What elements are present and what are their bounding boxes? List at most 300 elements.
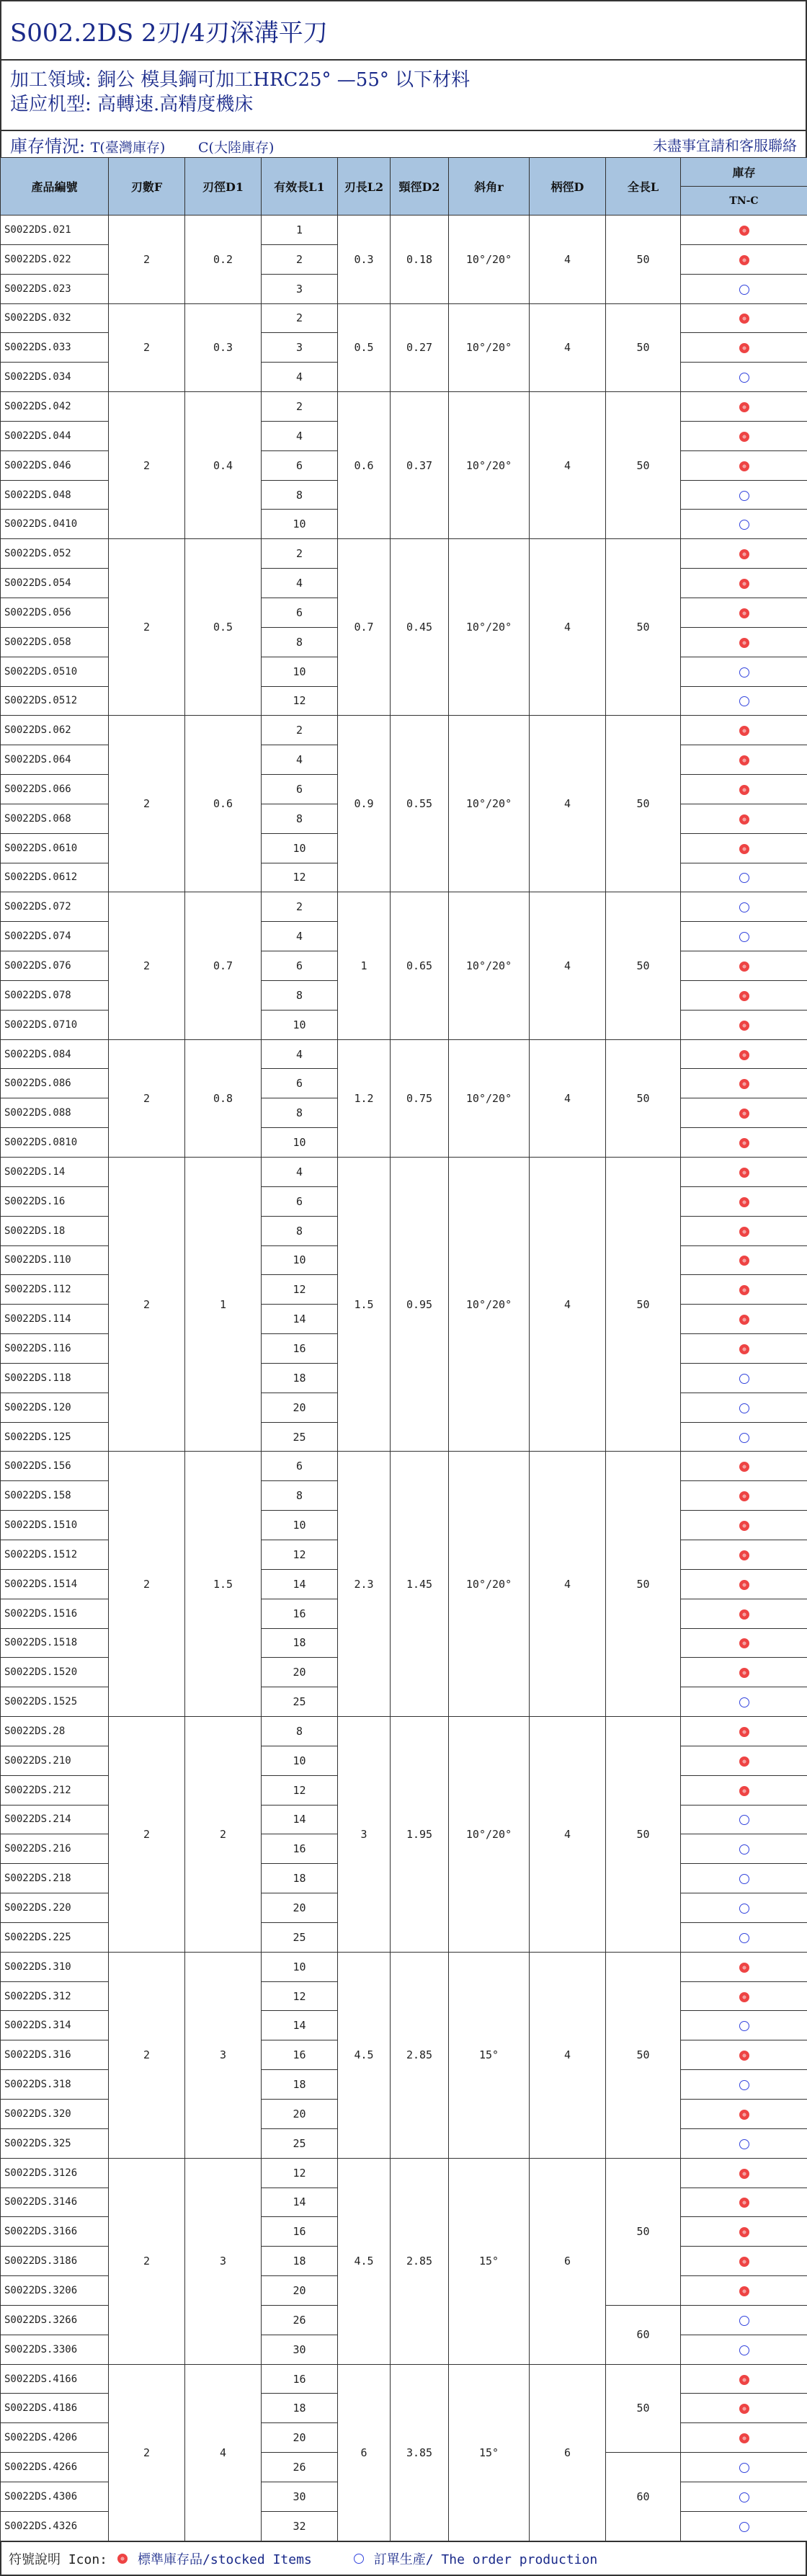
stock-status-bar xyxy=(0,130,807,157)
diameter-cell: 3 xyxy=(185,2158,262,2364)
product-code-cell: S0022DS.210 xyxy=(1,1746,109,1775)
total-length-cell: 50 xyxy=(606,716,681,892)
neck-diameter-cell: 0.95 xyxy=(391,1158,449,1452)
effective-length-cell: 4 xyxy=(262,745,338,775)
machine-type-value: 高轉速.高精度機床 xyxy=(97,94,254,115)
stock-cell xyxy=(681,980,807,1010)
order-production-icon xyxy=(739,2139,749,2149)
angle-cell: 10°/20° xyxy=(449,892,530,1039)
angle-cell: 10°/20° xyxy=(449,539,530,716)
stocked-icon xyxy=(739,1609,749,1620)
product-code-cell: S0022DS.032 xyxy=(1,303,109,333)
stocked-icon xyxy=(739,1079,749,1089)
stock-cell xyxy=(681,1952,807,1981)
neck-diameter-cell: 3.85 xyxy=(391,2364,449,2541)
effective-length-cell: 10 xyxy=(262,1511,338,1540)
page-title: S002.2DS 2刃/4刃深溝平刀 xyxy=(0,0,807,61)
product-code-cell: S0022DS.225 xyxy=(1,1922,109,1952)
stock-cell xyxy=(681,804,807,833)
legend-label: 符號說明 Icon: xyxy=(9,2551,108,2567)
diameter-cell: 2 xyxy=(185,1717,262,1953)
stock-cell xyxy=(681,863,807,892)
product-code-cell: S0022DS.048 xyxy=(1,480,109,510)
effective-length-cell: 20 xyxy=(262,2423,338,2453)
product-code-cell: S0022DS.084 xyxy=(1,1039,109,1069)
product-code-cell: S0022DS.28 xyxy=(1,1717,109,1746)
stocked-icon xyxy=(739,1521,749,1531)
stocked-icon xyxy=(739,2227,749,2237)
product-code-cell: S0022DS.078 xyxy=(1,980,109,1010)
effective-length-cell: 6 xyxy=(262,775,338,804)
neck-diameter-cell: 2.85 xyxy=(391,2158,449,2364)
stock-cell xyxy=(681,1805,807,1834)
stock-cell xyxy=(681,2040,807,2070)
stock-cell xyxy=(681,1540,807,1569)
order-production-icon xyxy=(739,2080,749,2090)
stock-cell xyxy=(681,922,807,951)
effective-length-cell: 10 xyxy=(262,1746,338,1775)
stocked-icon xyxy=(739,1963,749,1973)
stocked-icon xyxy=(739,1462,749,1472)
col-effective-length: 有效長L1 xyxy=(262,158,338,216)
shank-cell: 4 xyxy=(530,1158,606,1452)
effective-length-cell: 25 xyxy=(262,2128,338,2158)
stocked-icon xyxy=(739,785,749,795)
stock-cell xyxy=(681,657,807,686)
col-flutes: 刃數F xyxy=(109,158,185,216)
stocked-icon xyxy=(739,1050,749,1060)
stocked-icon xyxy=(739,1344,749,1354)
product-code-cell: S0022DS.066 xyxy=(1,775,109,804)
effective-length-cell: 26 xyxy=(262,2453,338,2482)
angle-cell: 10°/20° xyxy=(449,1452,530,1717)
order-production-icon xyxy=(739,1815,749,1825)
effective-length-cell: 14 xyxy=(262,1305,338,1334)
product-code-cell: S0022DS.1512 xyxy=(1,1540,109,1569)
order-production-icon xyxy=(739,2463,749,2473)
effective-length-cell: 10 xyxy=(262,657,338,686)
col-total-length: 全長L xyxy=(606,158,681,216)
product-code-cell: S0022DS.054 xyxy=(1,569,109,598)
order-production-icon xyxy=(739,2492,749,2502)
product-code-cell: S0022DS.064 xyxy=(1,745,109,775)
product-code-cell: S0022DS.214 xyxy=(1,1805,109,1834)
stock-cell xyxy=(681,1687,807,1717)
col-diameter: 刃徑D1 xyxy=(185,158,262,216)
effective-length-cell: 16 xyxy=(262,1834,338,1864)
stock-cell xyxy=(681,775,807,804)
effective-length-cell: 8 xyxy=(262,1481,338,1511)
stock-cell xyxy=(681,450,807,480)
effective-length-cell: 10 xyxy=(262,1952,338,1981)
flutes-cell: 2 xyxy=(109,2364,185,2541)
effective-length-cell: 16 xyxy=(262,1599,338,1628)
product-code-cell: S0022DS.1520 xyxy=(1,1658,109,1687)
effective-length-cell: 16 xyxy=(262,2217,338,2247)
flutes-cell: 2 xyxy=(109,1717,185,1953)
order-production-icon xyxy=(739,1904,749,1914)
shank-cell: 4 xyxy=(530,716,606,892)
angle-cell: 10°/20° xyxy=(449,1717,530,1953)
total-length-cell: 60 xyxy=(606,2305,681,2364)
product-code-cell: S0022DS.312 xyxy=(1,1981,109,2011)
total-length-cell: 50 xyxy=(606,216,681,304)
product-code-cell: S0022DS.110 xyxy=(1,1245,109,1275)
diameter-cell: 0.4 xyxy=(185,392,262,539)
stocked-icon xyxy=(739,2110,749,2120)
product-code-cell: S0022DS.044 xyxy=(1,421,109,450)
neck-diameter-cell: 0.45 xyxy=(391,539,449,716)
product-code-cell: S0022DS.1514 xyxy=(1,1569,109,1599)
product-code-cell: S0022DS.3126 xyxy=(1,2158,109,2188)
angle-cell: 10°/20° xyxy=(449,216,530,304)
order-production-icon xyxy=(739,1844,749,1855)
flutes-cell: 2 xyxy=(109,716,185,892)
cut-length-cell: 4.5 xyxy=(338,1952,391,2158)
effective-length-cell: 26 xyxy=(262,2305,338,2335)
order-production-icon xyxy=(739,696,749,706)
diameter-cell: 0.6 xyxy=(185,716,262,892)
stocked-icon xyxy=(739,255,749,265)
effective-length-cell: 8 xyxy=(262,1717,338,1746)
stocked-icon xyxy=(739,2404,749,2414)
effective-length-cell: 12 xyxy=(262,1540,338,1569)
customer-service-note: 未盡事宜請和客服聯絡 xyxy=(653,136,797,154)
diameter-cell: 1 xyxy=(185,1158,262,1452)
flutes-cell: 2 xyxy=(109,539,185,716)
stock-cell xyxy=(681,333,807,363)
product-code-cell: S0022DS.0612 xyxy=(1,863,109,892)
effective-length-cell: 16 xyxy=(262,1334,338,1364)
effective-length-cell: 16 xyxy=(262,2040,338,2070)
angle-cell: 10°/20° xyxy=(449,716,530,892)
stock-cell xyxy=(681,1305,807,1334)
cut-length-cell: 1.5 xyxy=(338,1158,391,1452)
product-code-cell: S0022DS.216 xyxy=(1,1834,109,1864)
order-production-icon xyxy=(739,2316,749,2326)
stock-cell xyxy=(681,1981,807,2011)
product-code-cell: S0022DS.156 xyxy=(1,1452,109,1481)
product-code-cell: S0022DS.316 xyxy=(1,2040,109,2070)
diameter-cell: 0.7 xyxy=(185,892,262,1039)
stock-cell xyxy=(681,303,807,333)
product-code-cell: S0022DS.4326 xyxy=(1,2511,109,2541)
stock-cell xyxy=(681,1599,807,1628)
effective-length-cell: 12 xyxy=(262,1981,338,2011)
product-code-cell: S0022DS.072 xyxy=(1,892,109,922)
shank-cell: 4 xyxy=(530,392,606,539)
effective-length-cell: 4 xyxy=(262,421,338,450)
stocked-icon xyxy=(739,961,749,972)
stock-cell xyxy=(681,539,807,569)
product-code-cell: S0022DS.046 xyxy=(1,450,109,480)
flutes-cell: 2 xyxy=(109,1039,185,1157)
shank-cell: 6 xyxy=(530,2158,606,2364)
product-code-cell: S0022DS.118 xyxy=(1,1363,109,1393)
stock-cell xyxy=(681,686,807,716)
effective-length-cell: 6 xyxy=(262,951,338,981)
effective-length-cell: 8 xyxy=(262,980,338,1010)
product-code-cell: S0022DS.116 xyxy=(1,1334,109,1364)
col-stock-tnc: TN-C xyxy=(681,187,807,216)
stock-cell xyxy=(681,510,807,539)
stock-cell xyxy=(681,833,807,863)
order-production-icon xyxy=(739,520,749,530)
stock-status-left xyxy=(10,132,274,157)
col-stock: 庫存 xyxy=(681,158,807,187)
stock-cell xyxy=(681,1628,807,1658)
stock-cell xyxy=(681,2128,807,2158)
product-code-cell: S0022DS.076 xyxy=(1,951,109,981)
total-length-cell: 50 xyxy=(606,892,681,1039)
product-code-cell: S0022DS.0610 xyxy=(1,833,109,863)
total-length-cell: 60 xyxy=(606,2453,681,2541)
stocked-icon xyxy=(739,638,749,648)
product-code-cell: S0022DS.042 xyxy=(1,392,109,422)
processing-field-value: 銅公 模具鋼可加工HRC25° —55° 以下材料 xyxy=(97,69,471,91)
stock-cell xyxy=(681,1128,807,1158)
stock-cell xyxy=(681,1069,807,1098)
product-code-cell: S0022DS.056 xyxy=(1,598,109,627)
stock-cell xyxy=(681,598,807,627)
product-code-cell: S0022DS.062 xyxy=(1,716,109,745)
stocked-icon xyxy=(739,549,749,559)
stock-cell xyxy=(681,951,807,981)
stock-cell xyxy=(681,892,807,922)
shank-cell: 4 xyxy=(530,1717,606,1953)
total-length-cell: 50 xyxy=(606,1717,681,1953)
effective-length-cell: 20 xyxy=(262,1893,338,1923)
product-code-cell: S0022DS.3166 xyxy=(1,2217,109,2247)
product-code-cell: S0022DS.1510 xyxy=(1,1511,109,1540)
effective-length-cell: 14 xyxy=(262,1569,338,1599)
total-length-cell: 50 xyxy=(606,1039,681,1157)
order-production-icon xyxy=(354,2554,364,2564)
stocked-icon xyxy=(739,814,749,825)
stock-cell xyxy=(681,1775,807,1805)
stocked-icon xyxy=(739,226,749,236)
product-code-cell: S0022DS.068 xyxy=(1,804,109,833)
product-code-cell: S0022DS.314 xyxy=(1,2011,109,2040)
product-code-cell: S0022DS.074 xyxy=(1,922,109,951)
stock-cell xyxy=(681,2423,807,2453)
product-code-cell: S0022DS.112 xyxy=(1,1275,109,1305)
stocked-icon xyxy=(739,343,749,353)
order-production-icon xyxy=(739,373,749,383)
effective-length-cell: 18 xyxy=(262,2247,338,2276)
flutes-cell: 2 xyxy=(109,1952,185,2158)
product-code-cell: S0022DS.3266 xyxy=(1,2305,109,2335)
effective-length-cell: 10 xyxy=(262,510,338,539)
angle-cell: 10°/20° xyxy=(449,392,530,539)
stock-cell xyxy=(681,1864,807,1893)
effective-length-cell: 20 xyxy=(262,1393,338,1422)
product-code-cell: S0022DS.4266 xyxy=(1,2453,109,2482)
stocked-icon xyxy=(739,2169,749,2179)
effective-length-cell: 4 xyxy=(262,363,338,392)
flutes-cell: 2 xyxy=(109,2158,185,2364)
effective-length-cell: 14 xyxy=(262,2011,338,2040)
order-production-icon xyxy=(739,902,749,912)
stocked-icon xyxy=(739,1550,749,1560)
stocked-icon xyxy=(739,608,749,618)
product-code-cell: S0022DS.0410 xyxy=(1,510,109,539)
diameter-cell: 0.2 xyxy=(185,216,262,304)
stock-cell xyxy=(681,1363,807,1393)
stock-cell xyxy=(681,363,807,392)
stock-t-text: T(臺灣庫存) xyxy=(90,139,166,156)
angle-cell: 10°/20° xyxy=(449,1158,530,1452)
cut-length-cell: 1.2 xyxy=(338,1039,391,1157)
product-code-cell: S0022DS.3306 xyxy=(1,2335,109,2364)
stock-cell xyxy=(681,716,807,745)
neck-diameter-cell: 0.18 xyxy=(391,216,449,304)
total-length-cell: 50 xyxy=(606,1952,681,2158)
effective-length-cell: 2 xyxy=(262,244,338,274)
product-code-cell: S0022DS.125 xyxy=(1,1422,109,1452)
stock-cell xyxy=(681,480,807,510)
stock-label: 庫存情況: xyxy=(10,136,86,156)
processing-field-label: 加工領域: xyxy=(10,69,92,91)
col-shank: 柄徑D xyxy=(530,158,606,216)
neck-diameter-cell: 0.55 xyxy=(391,716,449,892)
stock-cell xyxy=(681,1334,807,1364)
flutes-cell: 2 xyxy=(109,392,185,539)
stock-cell xyxy=(681,1422,807,1452)
stock-cell xyxy=(681,1834,807,1864)
total-length-cell: 50 xyxy=(606,2364,681,2453)
stocked-icon xyxy=(739,1580,749,1590)
stocked-icon xyxy=(739,1138,749,1148)
stock-cell xyxy=(681,1481,807,1511)
table-row xyxy=(1,2364,807,2394)
effective-length-cell: 10 xyxy=(262,1245,338,1275)
neck-diameter-cell: 1.45 xyxy=(391,1452,449,1717)
stocked-icon xyxy=(739,2051,749,2061)
info-panel xyxy=(0,61,807,130)
machine-type-line xyxy=(10,92,797,117)
stocked-icon xyxy=(739,1021,749,1031)
effective-length-cell: 20 xyxy=(262,1658,338,1687)
effective-length-cell: 10 xyxy=(262,833,338,863)
stock-cell xyxy=(681,2217,807,2247)
product-code-cell: S0022DS.034 xyxy=(1,363,109,392)
stocked-icon xyxy=(739,1256,749,1266)
flutes-cell: 2 xyxy=(109,216,185,304)
flutes-cell: 2 xyxy=(109,892,185,1039)
effective-length-cell: 25 xyxy=(262,1687,338,1717)
stocked-icon xyxy=(739,1285,749,1295)
legend-order-text: 訂單生產/ The order production xyxy=(373,2551,598,2567)
effective-length-cell: 12 xyxy=(262,686,338,716)
effective-length-cell: 18 xyxy=(262,1864,338,1893)
total-length-cell: 50 xyxy=(606,1158,681,1452)
effective-length-cell: 1 xyxy=(262,216,338,245)
order-production-icon xyxy=(739,1374,749,1384)
cut-length-cell: 2.3 xyxy=(338,1452,391,1717)
stocked-icon xyxy=(117,2554,128,2564)
effective-length-cell: 6 xyxy=(262,598,338,627)
neck-diameter-cell: 0.65 xyxy=(391,892,449,1039)
stocked-icon xyxy=(739,461,749,471)
order-production-icon xyxy=(739,285,749,295)
stock-cell xyxy=(681,2335,807,2364)
stock-cell xyxy=(681,2453,807,2482)
cut-length-cell: 6 xyxy=(338,2364,391,2541)
stock-cell xyxy=(681,2394,807,2423)
stock-cell xyxy=(681,2364,807,2394)
stock-cell xyxy=(681,1039,807,1069)
product-code-cell: S0022DS.158 xyxy=(1,1481,109,1511)
effective-length-cell: 3 xyxy=(262,333,338,363)
effective-length-cell: 8 xyxy=(262,1098,338,1128)
effective-length-cell: 25 xyxy=(262,1422,338,1452)
order-production-icon xyxy=(739,1697,749,1707)
stock-cell xyxy=(681,1275,807,1305)
total-length-cell: 50 xyxy=(606,303,681,392)
stocked-icon xyxy=(739,1756,749,1767)
stock-cell xyxy=(681,2100,807,2129)
product-code-cell: S0022DS.033 xyxy=(1,333,109,363)
table-row xyxy=(1,1452,807,1481)
stocked-icon xyxy=(739,1992,749,2002)
stock-cell xyxy=(681,1245,807,1275)
effective-length-cell: 2 xyxy=(262,539,338,569)
effective-length-cell: 6 xyxy=(262,1186,338,1216)
product-code-cell: S0022DS.058 xyxy=(1,627,109,657)
effective-length-cell: 12 xyxy=(262,863,338,892)
stocked-icon xyxy=(739,1227,749,1237)
product-code-cell: S0022DS.18 xyxy=(1,1216,109,1245)
processing-field-line xyxy=(10,68,797,92)
product-code-cell: S0022DS.4306 xyxy=(1,2482,109,2511)
flutes-cell: 2 xyxy=(109,303,185,392)
order-production-icon xyxy=(739,667,749,678)
stocked-icon xyxy=(739,755,749,765)
cut-length-cell: 1 xyxy=(338,892,391,1039)
product-code-cell: S0022DS.3186 xyxy=(1,2247,109,2276)
effective-length-cell: 2 xyxy=(262,392,338,422)
diameter-cell: 1.5 xyxy=(185,1452,262,1717)
total-length-cell: 50 xyxy=(606,2158,681,2305)
effective-length-cell: 8 xyxy=(262,1216,338,1245)
table-row xyxy=(1,539,807,569)
effective-length-cell: 12 xyxy=(262,1775,338,1805)
stocked-icon xyxy=(739,844,749,854)
table-wrap xyxy=(0,157,807,2541)
stocked-icon xyxy=(739,2286,749,2296)
stock-cell xyxy=(681,421,807,450)
stocked-icon xyxy=(739,1491,749,1501)
machine-type-label: 适应机型: xyxy=(10,94,92,115)
stock-cell xyxy=(681,1452,807,1481)
stocked-icon xyxy=(739,726,749,736)
effective-length-cell: 18 xyxy=(262,1363,338,1393)
product-code-cell: S0022DS.310 xyxy=(1,1952,109,1981)
shank-cell: 4 xyxy=(530,892,606,1039)
stock-c-text: C(大陸庫存) xyxy=(198,139,275,156)
effective-length-cell: 2 xyxy=(262,716,338,745)
effective-length-cell: 3 xyxy=(262,274,338,303)
stock-cell xyxy=(681,1511,807,1540)
angle-cell: 10°/20° xyxy=(449,1039,530,1157)
diameter-cell: 3 xyxy=(185,1952,262,2158)
shank-cell: 4 xyxy=(530,216,606,304)
spec-table-body xyxy=(1,216,807,2541)
effective-length-cell: 2 xyxy=(262,303,338,333)
stocked-icon xyxy=(739,402,749,412)
flutes-cell: 2 xyxy=(109,1158,185,1452)
